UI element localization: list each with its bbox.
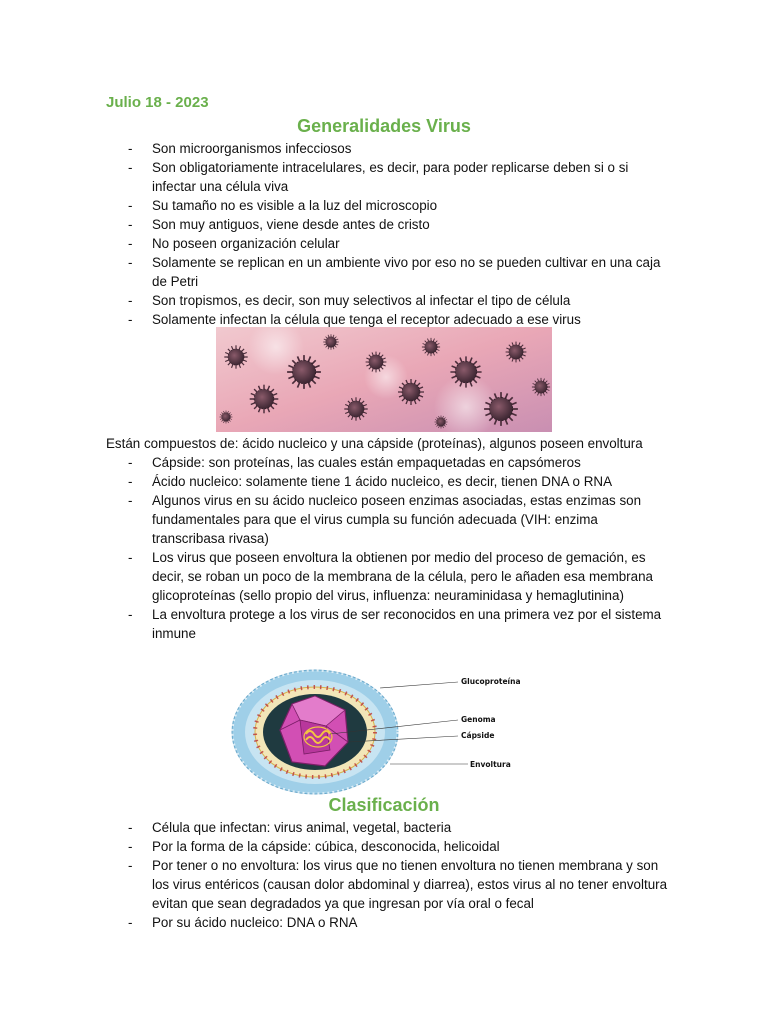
list-item: - Los virus que poseen envoltura la obtienen por medio del proceso de gemación, es decir, se roban un poco de la membrana de la célula, pero le añaden esa membrana glicoproteínas (sello propio del virus, influenza: neuraminidasa y hemaglutinina) — [128, 548, 668, 605]
list-item: - Son obligatoriamente intracelulares, es decir, para poder replicarse deben si o si infectar una célula viva — [128, 158, 668, 196]
label-capside: Cápside — [461, 731, 495, 740]
list-item: - No poseen organización celular — [128, 234, 668, 253]
section-title-generalidades: Generalidades Virus — [297, 116, 471, 136]
list-item: - Cápside: son proteínas, las cuales están empaquetadas en capsómeros — [128, 453, 668, 472]
clasificacion-list — [128, 818, 668, 932]
section-title-clasificacion: Clasificación — [328, 795, 440, 815]
virus-structure-diagram — [230, 668, 530, 796]
list-item: - Son microorganismos infecciosos — [128, 139, 668, 158]
label-envoltura: Envoltura — [470, 760, 511, 769]
list-item: - Son muy antiguos, viene desde antes de cristo — [128, 215, 668, 234]
list-item: - Solamente se replican en un ambiente vivo por eso no se pueden cultivar en una caja de Petri — [128, 253, 668, 291]
document-date: Julio 18 - 2023 — [106, 94, 209, 111]
list-item: - Por tener o no envoltura: los virus que no tienen envoltura no tienen membrana y son los virus entéricos (causan dolor abdominal y diarrea), estos virus al no tener envoltura evitan que sean degradados ya que ingresan por vía oral o fecal — [128, 856, 668, 913]
composition-list — [128, 453, 668, 643]
list-item: - Su tamaño no es visible a la luz del microscopio — [128, 196, 668, 215]
list-item: - Son tropismos, es decir, son muy selectivos al infectar el tipo de célula — [128, 291, 668, 310]
list-item: - Solamente infectan la célula que tenga el receptor adecuado a ese virus — [128, 310, 668, 329]
composition-intro: Están compuestos de: ácido nucleico y una cápside (proteínas), algunos poseen envoltura — [106, 436, 643, 451]
list-item: - Por la forma de la cápside: cúbica, desconocida, helicoidal — [128, 837, 668, 856]
label-genoma: Genoma — [461, 715, 496, 724]
list-item: - La envoltura protege a los virus de ser reconocidos en una primera vez por el sistema inmune — [128, 605, 668, 643]
generalidades-list — [128, 139, 668, 329]
list-item: - Algunos virus en su ácido nucleico poseen enzimas asociadas, estas enzimas son fundamentales para que el virus cumpla su función adecuada (VIH: enzima transcribasa rivasa) — [128, 491, 668, 548]
list-item: - Por su ácido nucleico: DNA o RNA — [128, 913, 668, 932]
list-item: - Ácido nucleico: solamente tiene 1 ácido nucleico, es decir, tienen DNA o RNA — [128, 472, 668, 491]
label-glucoproteina: Glucoproteína — [461, 677, 521, 686]
virus-particles-image — [216, 327, 552, 432]
list-item: - Célula que infectan: virus animal, vegetal, bacteria — [128, 818, 668, 837]
